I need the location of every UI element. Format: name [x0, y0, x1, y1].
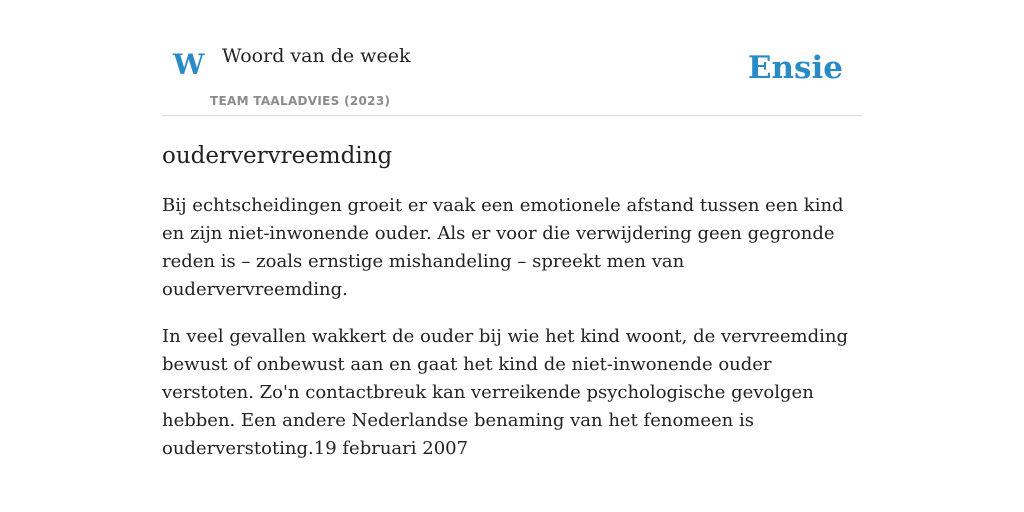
header-title: Woord van de week	[222, 45, 411, 67]
word-title: oudervervreemding	[162, 143, 393, 169]
header-subtitle: TEAM TAALADVIES (2023)	[210, 94, 391, 108]
article-paragraph: In veel gevallen wakkert de ouder bij wie het kind woont, de vervreemding bewust of onbewust aan en gaat het kind de niet-inwonende ouder verstoten. Zo'n contactbreuk kan verreikende psychologische gevolgen hebben. Een andere Nederlandse benaming van het fenomeen is ouderverstoting.19 februari 2007	[162, 326, 848, 459]
brand-logo[interactable]: Ensie	[747, 50, 843, 86]
article-paragraph: Bij echtscheidingen groeit er vaak een emotionele afstand tussen een kind en zijn niet-inwonende ouder. Als er voor die verwijdering geen gegronde reden is – zoals ernstige mishandeling – spreekt men van oudervervreemding.	[162, 195, 844, 300]
woord-logo-icon: W	[173, 48, 205, 81]
card-header	[162, 0, 862, 116]
word-of-the-week-card	[162, 0, 862, 463]
